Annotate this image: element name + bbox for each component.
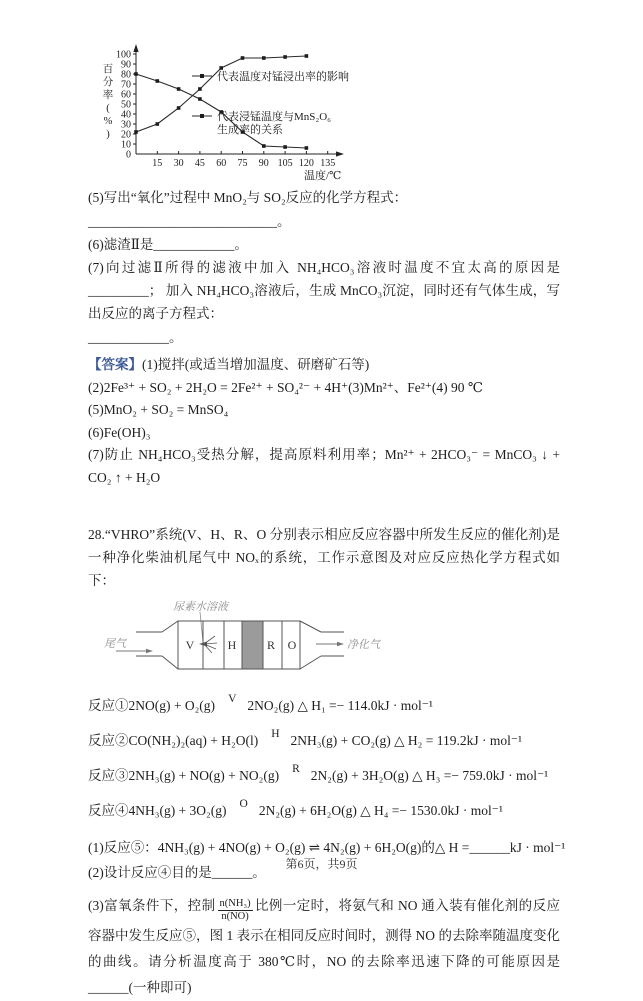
question-28-3 bbox=[88, 893, 560, 1001]
series-marker bbox=[198, 97, 202, 101]
series-marker bbox=[305, 54, 309, 58]
fraction-numerator: n(NH₃) bbox=[219, 898, 251, 910]
x-tick-label: 60 bbox=[216, 158, 227, 169]
series-marker bbox=[241, 56, 245, 60]
y-tick-label: 60 bbox=[121, 89, 131, 101]
question-28-intro: 28.“VHRO”系统(V、H、R、O 分别表示相应反应容器中所发生反应的催化剂)是一种净化柴油机尾气中 NOₓ的系统，工作示意图及对应反应热化学方程式如下： bbox=[88, 527, 560, 588]
reaction-3-catalyst: R bbox=[292, 763, 300, 775]
y-axis-title: % bbox=[103, 116, 113, 127]
reaction-2-products: 2NH₃(g) + CO₂(g) △ H₂ = 119.2kJ · mol⁻¹ bbox=[290, 733, 523, 748]
question-28-3-prefix: (3)富氧条件下，控制 bbox=[88, 898, 216, 913]
series-marker bbox=[262, 144, 266, 148]
series-marker bbox=[134, 130, 138, 134]
x-tick-label: 90 bbox=[258, 158, 269, 169]
filter-block bbox=[242, 621, 263, 669]
section-label-h: H bbox=[227, 638, 237, 652]
y-tick-label: 90 bbox=[121, 59, 131, 71]
y-axis-title: 率 bbox=[102, 90, 114, 101]
question-28-1: (1)反应⑤：4NH₃(g) + 4NO(g) + O₂(g) ⇌ 4N₂(g) + 6H₂O(g)的△ H =______kJ · mol⁻¹ bbox=[88, 840, 566, 855]
series-marker bbox=[219, 66, 223, 70]
page-number: 第6页，共9页 bbox=[285, 857, 358, 871]
exhaust-gas-label: 尾气 bbox=[104, 638, 126, 650]
series-marker bbox=[283, 55, 287, 59]
reaction-1-reactants: 反应①2NO(g) + O₂(g) bbox=[88, 698, 216, 713]
reaction-3-products: 2N₂(g) + 3H₂O(g) △ H₃ =− 759.0kJ · mol⁻¹ bbox=[310, 768, 549, 783]
reaction-2-reactants: 反应②CO(NH₂)₂(aq) + H₂O(l) bbox=[88, 733, 259, 748]
y-axis-title: 分 bbox=[102, 77, 114, 88]
series-marker bbox=[156, 122, 160, 126]
reaction-2 bbox=[88, 730, 560, 753]
x-tick-label: 120 bbox=[298, 158, 314, 169]
y-tick-label: 40 bbox=[121, 109, 131, 121]
reaction-1 bbox=[88, 695, 560, 718]
legend-label: 生成率的关系 bbox=[217, 124, 283, 136]
mole-ratio-fraction bbox=[218, 898, 253, 922]
series-marker bbox=[177, 106, 181, 110]
right-shoulder-bottom bbox=[300, 656, 321, 669]
reaction-2-catalyst: H bbox=[271, 728, 280, 740]
question-5-text: (5)写出“氧化”过程中 MnO₂与 SO₂反应的化学方程式： bbox=[88, 190, 408, 205]
x-axis-arrow bbox=[336, 151, 344, 156]
reaction-4-reactants: 反应④4NH₃(g) + 3O₂(g) bbox=[88, 803, 227, 818]
y-tick-label: 70 bbox=[121, 79, 131, 91]
series-marker bbox=[156, 79, 160, 83]
legend-marker bbox=[200, 74, 204, 78]
urea-solution-label: 尿素水溶液 bbox=[173, 601, 228, 613]
series-marker bbox=[134, 72, 138, 76]
vhro-system-diagram bbox=[90, 598, 390, 683]
question-28-2: (2)设计反应④目的是______。 bbox=[88, 865, 266, 880]
legend-label: 代表温度对锰浸出率的影响 bbox=[217, 71, 349, 83]
answer-line-5: (5)MnO₂ + SO₂ = MnSO₄ bbox=[88, 402, 229, 417]
answer-blank-5: ____________________________。 bbox=[88, 214, 291, 229]
document-body bbox=[88, 0, 566, 1001]
x-tick-label: 75 bbox=[237, 158, 248, 169]
reaction-1-catalyst: V bbox=[228, 693, 237, 705]
x-tick-label: 135 bbox=[320, 158, 336, 169]
series-marker bbox=[177, 87, 181, 91]
y-tick-label: 100 bbox=[116, 49, 131, 61]
outlet-flow-arrowhead bbox=[337, 642, 344, 646]
section-label-v: V bbox=[185, 638, 195, 652]
answer-blank-7: ____________。 bbox=[88, 330, 183, 345]
question-28-3-body: 比例一定时，将氨气和 NO 通入装有催化剂的反应容器中发生反应⑤，图 1 表示在相同反应时间时，测得 NO 的去除率随温度变化的曲线。请分析温度高于 380℃时，NO 的去除率迅速下降的可能原因是______(一种即可) bbox=[88, 898, 560, 995]
y-tick-label: 10 bbox=[121, 139, 131, 151]
y-tick-label: 80 bbox=[121, 69, 131, 81]
left-shoulder-bottom bbox=[162, 656, 178, 669]
purified-gas-label: 净化气 bbox=[347, 639, 380, 651]
reaction-1-products: 2NO₂(g) △ H₁ =− 114.0kJ · mol⁻¹ bbox=[247, 698, 433, 713]
legend-label: 代表浸锰温度与MnS₂O₆ bbox=[217, 111, 332, 123]
question-7-text: (7)向过滤Ⅱ所得的滤液中加入 NH₄HCO₃溶液时温度不宜太高的原因是_________； 加入 NH₄HCO₃溶液后，生成 MnCO₃沉淀，同时还有气体生成，写出反应的离子方程式： bbox=[88, 260, 560, 321]
fraction-denominator: n(NO) bbox=[221, 911, 249, 922]
spray-line bbox=[204, 636, 215, 644]
answer-line-6: (6)Fe(OH)₃ bbox=[88, 424, 151, 440]
reaction-3-reactants: 反应③2NH₃(g) + NO(g) + NO₂(g) bbox=[88, 768, 280, 783]
y-tick-label: 50 bbox=[121, 99, 131, 111]
answer-label: 【答案】 bbox=[88, 357, 142, 372]
x-tick-label: 30 bbox=[173, 158, 184, 169]
series-marker bbox=[262, 56, 266, 60]
y-tick-label: 30 bbox=[121, 119, 131, 131]
x-axis-title: 温度/℃ bbox=[304, 170, 342, 182]
legend-marker bbox=[200, 114, 204, 118]
answer-1-text: (1)搅拌(或适当增加温度、研磨矿石等) bbox=[142, 357, 370, 372]
x-tick-label: 15 bbox=[152, 158, 163, 169]
reaction-4 bbox=[88, 800, 560, 823]
y-axis-title: ( bbox=[106, 103, 110, 114]
y-tick-label: 20 bbox=[121, 129, 131, 141]
series-marker bbox=[198, 87, 202, 91]
series-marker bbox=[283, 145, 287, 149]
answer-line-2: (2)2Fe³⁺ + SO₂ + 2H₂O = 2Fe²⁺ + SO₄²⁻ + 4H⁺(3)Mn²⁺、Fe²⁺(4) 90 ℃ bbox=[88, 379, 484, 395]
x-tick-label: 45 bbox=[194, 158, 205, 169]
series-marker bbox=[305, 146, 309, 150]
y-axis-title: 百 bbox=[102, 64, 114, 75]
right-shoulder-top bbox=[300, 621, 321, 632]
left-shoulder-top bbox=[162, 621, 178, 632]
y-axis-title: ) bbox=[106, 129, 110, 140]
inlet-flow-arrowhead bbox=[146, 649, 153, 653]
y-tick-label: 0 bbox=[126, 149, 131, 161]
x-tick-label: 105 bbox=[277, 158, 293, 169]
section-label-o: O bbox=[287, 638, 297, 652]
answer-line-1 bbox=[88, 354, 560, 377]
y-axis-arrow bbox=[133, 44, 138, 52]
reaction-4-catalyst: O bbox=[239, 798, 248, 810]
reaction-4-products: 2N₂(g) + 6H₂O(g) △ H₄ =− 1530.0kJ · mol⁻¹ bbox=[258, 803, 503, 818]
question-6-text: (6)滤渣Ⅱ是____________。 bbox=[88, 237, 248, 252]
section-label-r: R bbox=[266, 638, 276, 652]
answer-line-7: (7)防止 NH₄HCO₃受热分解，提高原料利用率；Mn²⁺ + 2HCO₃⁻ = MnCO₃ ↓ + CO₂ ↑ + H₂O bbox=[88, 447, 560, 485]
answer-section bbox=[88, 354, 560, 489]
reaction-3 bbox=[88, 765, 560, 788]
manganese-leaching-chart bbox=[90, 42, 390, 182]
